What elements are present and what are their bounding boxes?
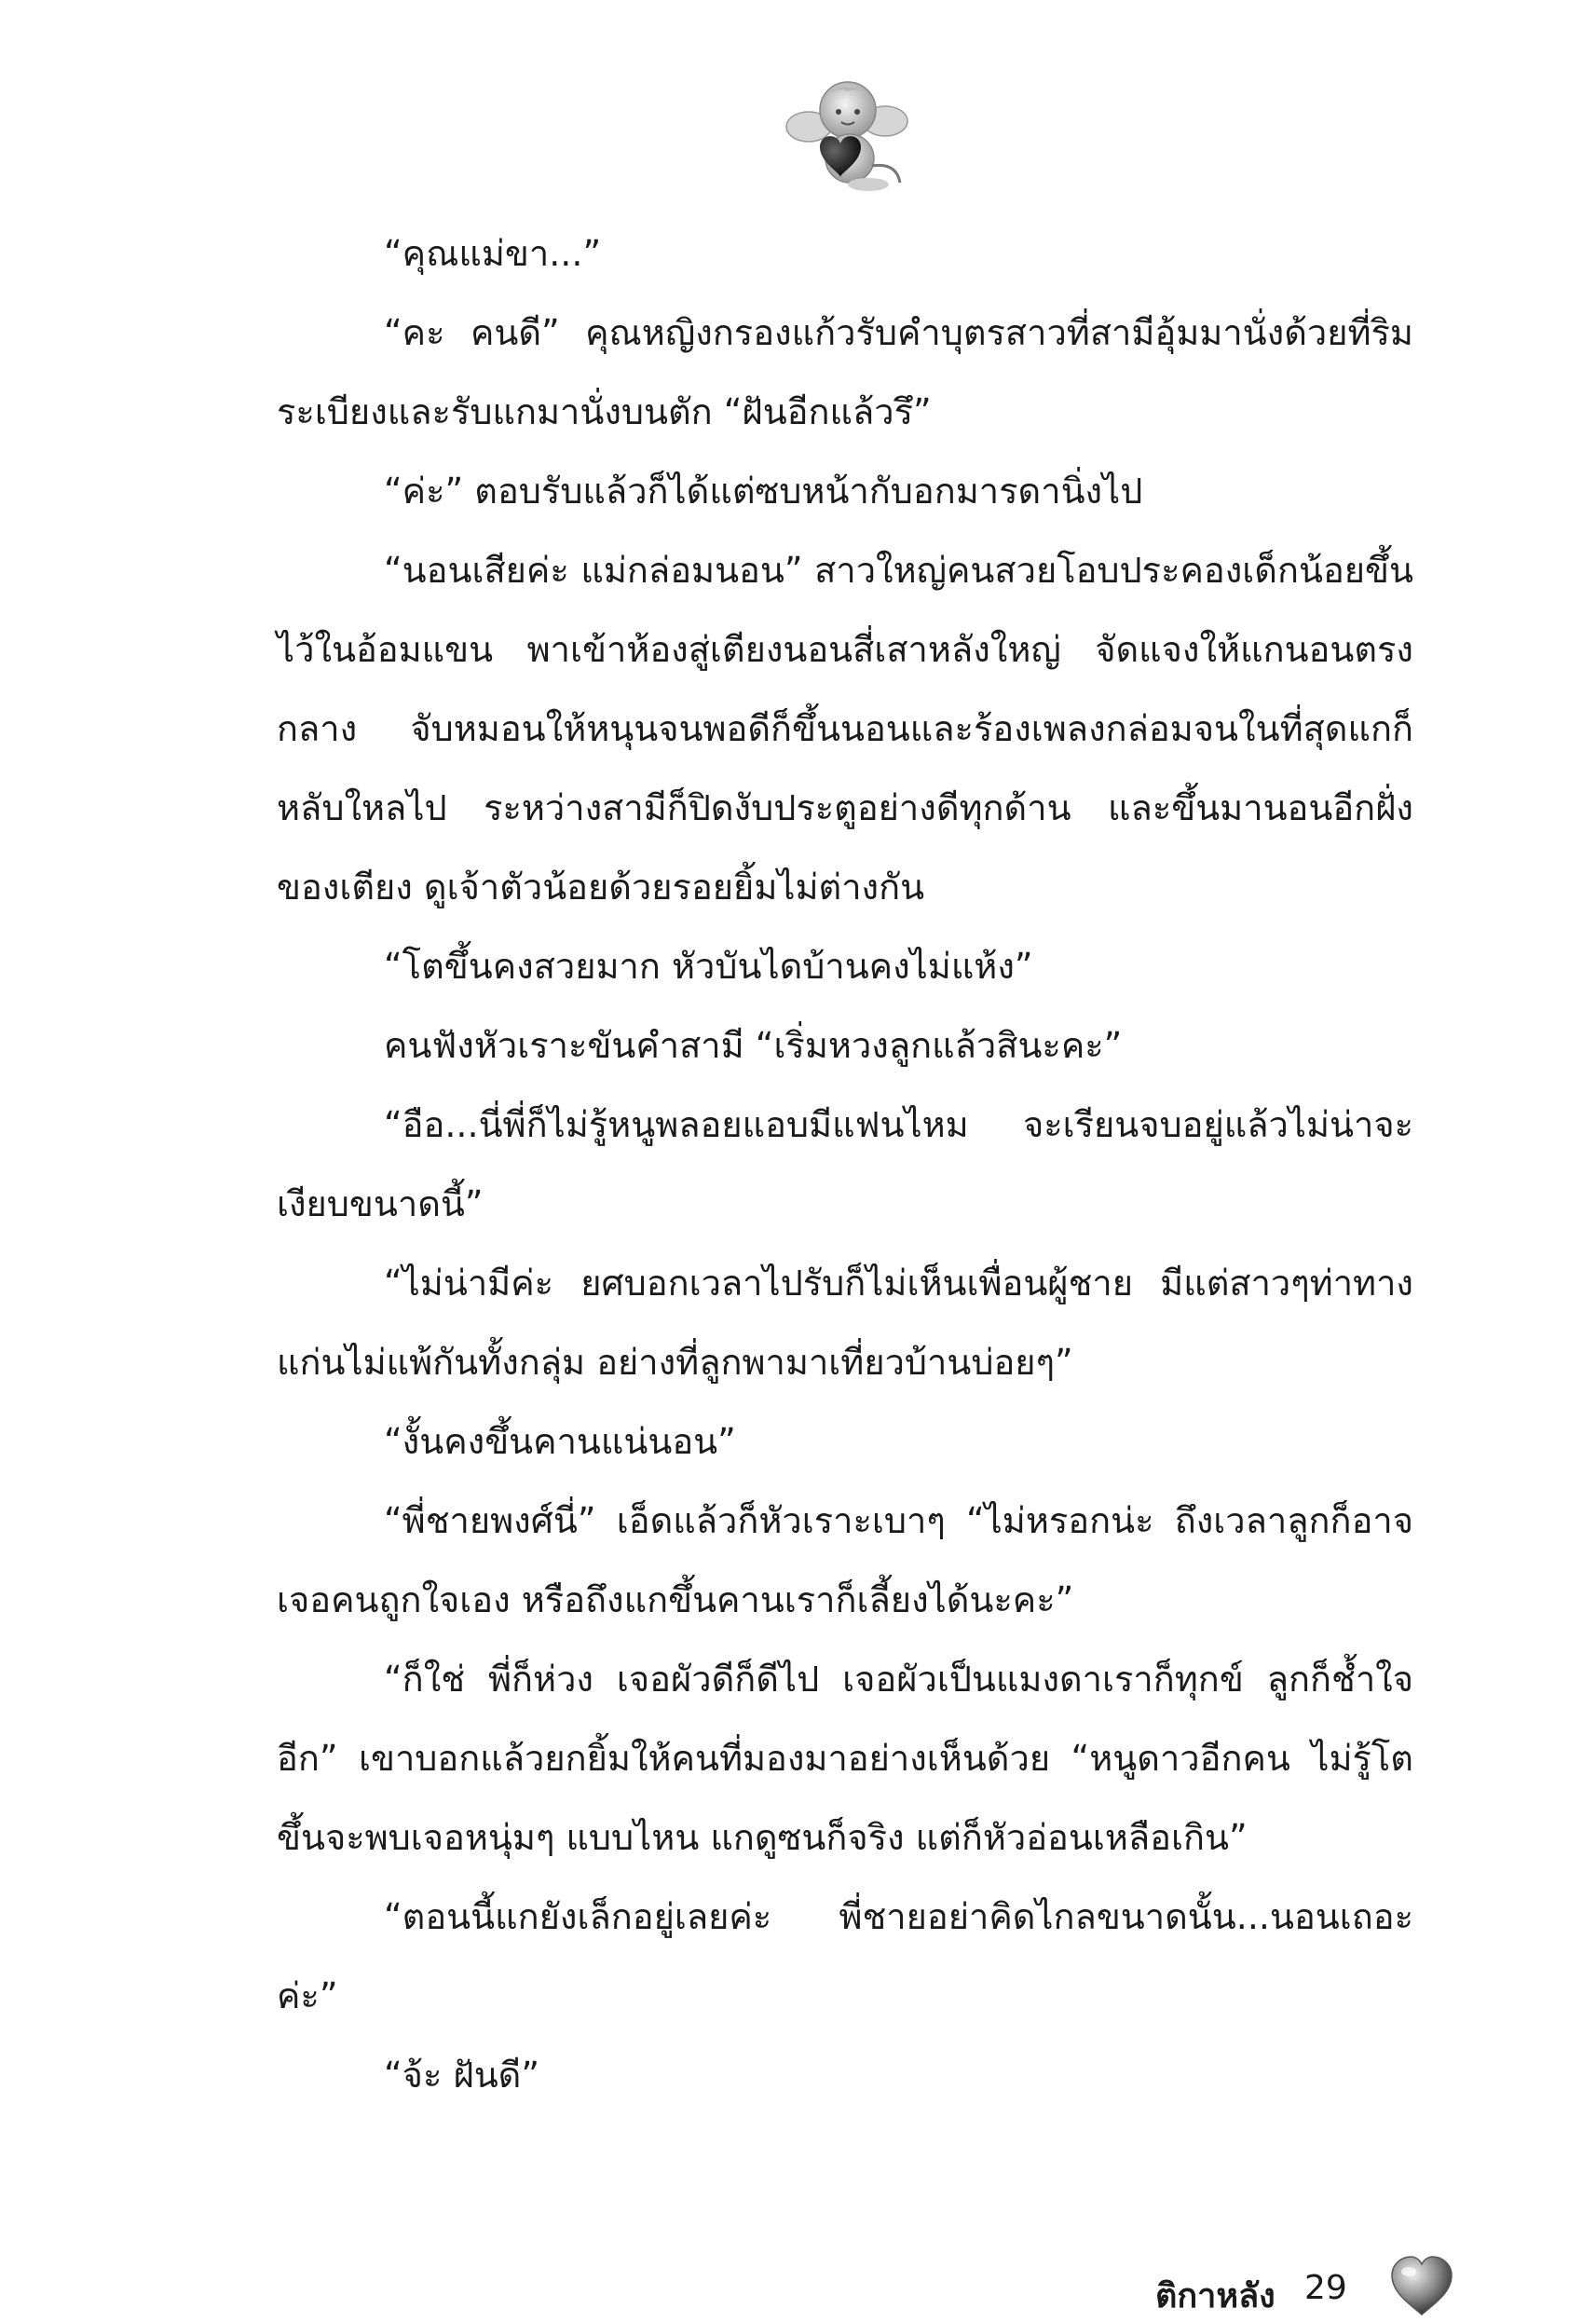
running-footer-title: ติกาหลัง <box>1155 2277 1275 2315</box>
paragraph: “ก็ใช่ พี่ก็ห่วง เจอผัวดีก็ดีไป เจอผัวเป็นแมงดาเราก็ทุกข์ ลูกก็ช้ำใจอีก” เขาบอกแล้วยกยิ้มให้คนที่มองมาอย่างเห็นด้วย “หนูดาวอีกคน ไม่รู้โตขึ้นจะพบเจอหนุ่มๆ แบบไหน แกดูซนก็จริง แต่ก็หัวอ่อนเหลือเกิน” <box>277 1659 1413 1858</box>
paragraph: “ไม่น่ามีค่ะ ยศบอกเวลาไปรับก็ไม่เห็นเพื่อนผู้ชาย มีแต่สาวๆท่าทางแก่นไม่แพ้กันทั้งกลุ่ม อย่างที่ลูกพามาเที่ยวบ้านบ่อยๆ” <box>277 1263 1413 1383</box>
paragraph: “จ้ะ ฝันดี” <box>384 2055 540 2096</box>
paragraph: คนฟังหัวเราะขันคำสามี “เริ่มหวงลูกแล้วสินะคะ” <box>384 1025 1123 1066</box>
paragraph: “คุณแม่ขา...” <box>384 233 602 274</box>
paragraph: “โตขึ้นคงสวยมาก หัวบันไดบ้านคงไม่แห้ง” <box>384 946 1033 987</box>
paragraph: “อือ...นี่พี่ก็ไม่รู้หนูพลอยแอบมีแฟนไหม จะเรียนจบอยู่แล้วไม่น่าจะเงียบขนาดนี้” <box>277 1104 1413 1224</box>
page-number: 29 <box>1304 2269 1347 2307</box>
cupid-holding-heart-icon <box>783 73 913 194</box>
paragraph: “ตอนนี้แกยังเล็กอยู่เลยค่ะ พี่ชายอย่าคิดไกลขนาดนั้น...นอนเถอะค่ะ” <box>277 1896 1413 2016</box>
chapter-text <box>277 214 1413 2115</box>
paragraph: “นอนเสียค่ะ แม่กล่อมนอน” สาวใหญ่คนสวยโอบประคองเด็กน้อยขึ้นไว้ในอ้อมแขน พาเข้าห้องสู่เตียงนอนสี่เสาหลังใหญ่ จัดแจงให้แกนอนตรงกลาง จับหมอนให้หนุนจนพอดีก็ขึ้นนอนและร้องเพลงกล่อมจนในที่สุดแกก็หลับใหลไป ระหว่างสามีก็ปิดงับประตูอย่างดีทุกด้าน และขึ้นมานอนอีกฝั่งของเตียง ดูเจ้าตัวน้อยด้วยรอยยิ้มไม่ต่างกัน <box>277 550 1413 908</box>
paragraph: “พี่ชายพงศ์นี่” เอ็ดแล้วก็หัวเราะเบาๆ “ไม่หรอกน่ะ ถึงเวลาลูกก็อาจเจอคนถูกใจเอง หรือถึงแกขึ้นคานเราก็เลี้ยงได้นะคะ” <box>277 1500 1413 1620</box>
heart-icon <box>1388 2255 1455 2318</box>
paragraph: “คะ คนดี” คุณหญิงกรองแก้วรับคำบุตรสาวที่สามีอุ้มมานั่งด้วยที่ริมระเบียงและรับแกมานั่งบนตัก “ฝันอีกแล้วรึ” <box>277 312 1413 432</box>
paragraph: “งั้นคงขึ้นคานแน่นอน” <box>384 1421 736 1462</box>
paragraph: “ค่ะ” ตอบรับแล้วก็ได้แต่ซบหน้ากับอกมารดานิ่งไป <box>384 471 1143 512</box>
